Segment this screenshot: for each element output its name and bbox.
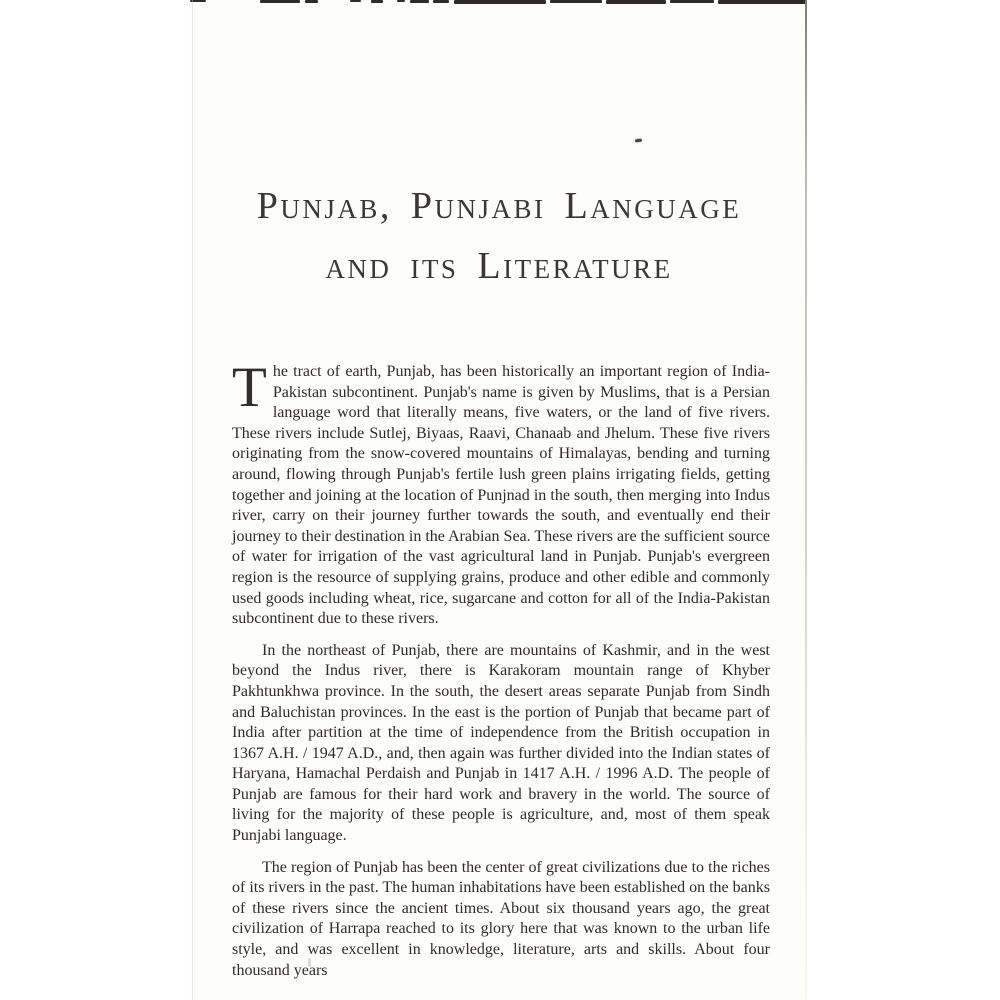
chapter-title-line1: Punjab, Punjabi Language <box>256 185 742 227</box>
paragraph-3: The region of Punjab has been the center of great civilizations due to the riches of its rivers in the past. The human inhabitations have been established on the banks of these rivers since the ancient times. About six thousand years ago, the great civilization of Harrapa reached to its glory here that was known to the urban life style, and was excellent in knowledge, literature, arts and skills. About four thousand years <box>232 858 770 979</box>
chapter-title-line2: and its Literature <box>325 245 673 287</box>
paragraph-2: In the northeast of Punjab, there are mountains of Kashmir, and in the west beyond the Indus river, there is Karakoram mountain range of Khyber Pakhtunkhwa province. In the south, the desert areas separate Punjab from Sindh and Baluchistan provinces. In the east is the portion of Punjab that became part of India after partition at the time of independence from the British occupation in 1367 A.H. / 1947 A.D., and, then again was further divided into the Indian states of Haryana, Hamachal Perdaish and Punjab in 1417 A.H. / 1996 A.D. The people of Punjab are famous for their hard work and bravery in the world. The source of living for the majority of these people is agriculture, and, most of them speak Punjabi language. <box>232 641 770 845</box>
scan-speck <box>635 139 642 143</box>
page-top-edge-artifact <box>410 0 429 3</box>
book-page <box>190 0 808 1000</box>
page-top-edge-artifact <box>606 0 666 4</box>
page-top-edge-artifact <box>371 0 383 3</box>
page-top-edge-artifact <box>350 0 361 2</box>
page-top-edge-artifact <box>550 0 602 3</box>
page-top-edge-artifact <box>454 0 546 4</box>
body-text <box>232 356 770 992</box>
page-right-edge-artifact <box>805 0 807 1000</box>
chapter-title <box>190 176 808 296</box>
page-top-edge-artifact <box>670 0 714 3</box>
page-top-edge-artifact <box>305 0 318 3</box>
page-top-edge-artifact <box>397 0 405 2</box>
page-top-edge-artifact <box>260 0 300 3</box>
page-top-edge-artifact <box>433 0 449 3</box>
page-top-edge-artifact <box>718 0 806 4</box>
paragraph-1: The tract of earth, Punjab, has been historically an important region of India-Pakistan subcontinent. Punjab's name is given by Muslims, that is a Persian language word that literally means, five waters, or the land of five rivers. These rivers include Sutlej, Biyaas, Raavi, Chanaab and Jhelum. These five rivers originating from the snow-covered mountains of Himalayas, bending and turning around, flowing through Punjab's fertile lush green plains irrigating fields, getting together and joining at the location of Punjnad in the south, then merging into Indus river, carry on their journey further towards the south, and eventually end their journey to their destination in the Arabian Sea. These rivers are the sufficient source of water for irrigation of the vast agricultural land in Punjab. Punjab's evergreen region is the resource of supplying grains, produce and other edible and commonly used goods including wheat, rice, sugarcane and cotton for all of the India-Pakistan subcontinent due to these rivers. <box>232 356 770 628</box>
page-left-edge-artifact <box>192 0 193 1000</box>
